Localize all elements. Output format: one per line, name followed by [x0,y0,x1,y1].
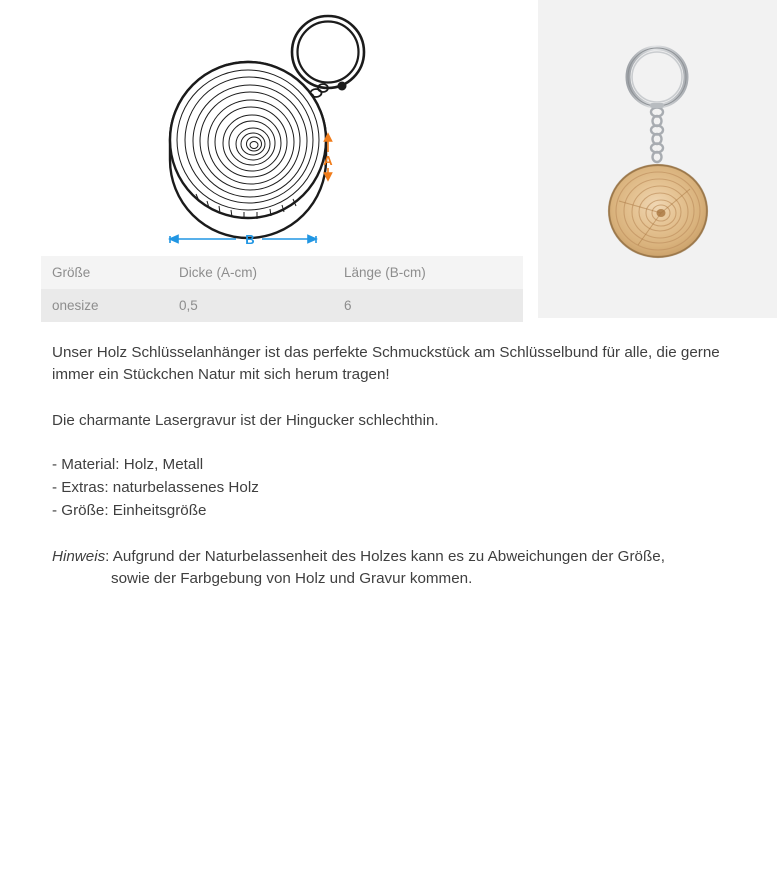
size-table [41,256,523,322]
size-table-header-cell: Dicke (A-cm) [179,265,257,280]
description-note [52,546,742,590]
list-item: - Material: Holz, Metall [52,456,204,473]
dimension-a-label: A [323,153,333,168]
size-table-cell: onesize [52,298,99,313]
note-text-second-line: sowie der Farbgebung von Holz und Gravur kommen. [111,570,473,587]
size-table-header-cell: Länge (B-cm) [344,265,426,280]
note-label: Hinweis [52,548,106,565]
size-table-header-row [41,256,523,289]
description-intro: Unser Holz Schlüsselanhänger ist das perfekte Schmuckstück am Schlüsselbund für alle, die gerne immer ein Stückchen Natur mit sich herum tragen! [52,344,720,383]
list-item: - Größe: Einheitsgröße [52,502,207,519]
size-table-cell: 0,5 [179,298,198,313]
description-bullets [52,454,742,522]
size-table-cell: 6 [344,298,352,313]
note-text: : Aufgrund der Naturbelassenheit des Holzes kann es zu Abweichungen der Größe, [105,548,665,565]
list-item: - Extras: naturbelassenes Holz [52,479,259,496]
size-table-header-cell: Größe [52,265,91,280]
description-highlight: Die charmante Lasergravur ist der Hingucker schlechthin. [52,412,439,429]
product-description [52,342,742,600]
technical-drawing-svg [140,0,420,260]
product-photo-panel [537,0,777,318]
table-row [41,289,523,322]
product-photo-svg [578,29,738,289]
dimension-b-label: B [245,232,255,247]
